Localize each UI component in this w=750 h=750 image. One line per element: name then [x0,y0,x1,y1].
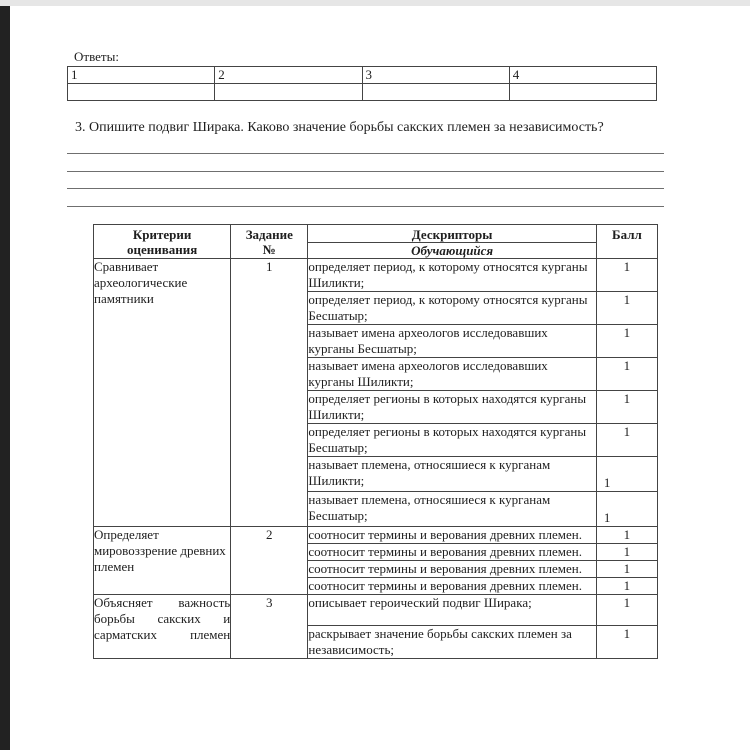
criterion-cell: Объясняет важность борьбы сакских и сарматских племен [94,595,231,659]
page-shadow-edge [0,0,10,750]
answer-column-2: 2 [215,67,362,84]
page-top-edge [0,0,750,6]
task-number-cell: 1 [231,259,308,527]
score-cell: 1 [596,325,657,358]
score-cell: 1 [596,595,657,626]
answer-line-2[interactable] [67,171,664,172]
descriptor-cell: называет имена археологов исследовавших курганы Бесшатыр; [308,325,597,358]
answers-label: Ответы: [74,49,119,64]
score-cell: 1 [596,527,657,544]
answer-line-4[interactable] [67,206,664,207]
score-cell: 1 [596,292,657,325]
descriptor-cell: соотносит термины и верования древних племен. [308,561,597,578]
score-cell: 1 [596,358,657,391]
criterion-cell: Определяет мировоззрение древних племен [94,527,231,595]
descriptor-cell: определяет период, к которому относятся курганы Бесшатыр; [308,292,597,325]
answers-table [67,66,657,101]
descriptor-cell: описывает героический подвиг Ширака; [308,595,597,626]
descriptor-cell: определяет период, к которому относятся курганы Шиликти; [308,259,597,292]
answers-blank-row [68,84,657,101]
score-cell: 1 [596,259,657,292]
descriptor-cell: соотносит термины и верования древних племен. [308,578,597,595]
rubric-table [93,224,658,659]
descriptors-subheader: Обучающийся [308,243,597,259]
score-cell: 1 [596,544,657,561]
table-row [94,595,658,626]
task-number-cell: 2 [231,527,308,595]
answer-column-4: 4 [509,67,656,84]
descriptors-header: Дескрипторы [308,225,597,243]
answer-line-1[interactable] [67,153,664,154]
criteria-header: Критерии оценивания [94,225,231,259]
descriptor-cell: определяет регионы в которых находятся курганы Шиликти; [308,391,597,424]
score-cell: 1 [596,492,657,527]
answer-cell-1[interactable] [68,84,215,101]
descriptor-cell: соотносит термины и верования древних племен. [308,527,597,544]
score-cell: 1 [596,626,657,659]
descriptor-cell: определяет регионы в которых находятся курганы Бесшатыр; [308,424,597,457]
descriptor-cell: соотносит термины и верования древних племен. [308,544,597,561]
score-cell: 1 [596,424,657,457]
score-cell: 1 [596,578,657,595]
task-number-cell: 3 [231,595,308,659]
answer-cell-2[interactable] [215,84,362,101]
question-3-text: 3. Опишите подвиг Ширака. Каково значение борьбы сакских племен за независимость? [75,120,604,135]
score-header: Балл [596,225,657,259]
descriptor-cell: называет племена, относяшиеся к курганам Бесшатыр; [308,492,597,527]
answer-cell-3[interactable] [362,84,509,101]
answer-column-3: 3 [362,67,509,84]
score-cell: 1 [596,391,657,424]
rubric-header-row [94,225,658,243]
score-cell: 1 [596,457,657,492]
criterion-cell: Сравнивает археологические памятники [94,259,231,527]
score-cell: 1 [596,561,657,578]
descriptor-cell: раскрывает значение борьбы сакских племен за независимость; [308,626,597,659]
answer-column-1: 1 [68,67,215,84]
task-header: Задание № [231,225,308,259]
answer-cell-4[interactable] [509,84,656,101]
answer-line-3[interactable] [67,188,664,189]
descriptor-cell: называет имена археологов исследовавших курганы Шиликти; [308,358,597,391]
descriptor-cell: называет племена, относяшиеся к курганам Шиликти; [308,457,597,492]
answers-header-row [68,67,657,84]
table-row [94,527,658,544]
table-row [94,259,658,292]
